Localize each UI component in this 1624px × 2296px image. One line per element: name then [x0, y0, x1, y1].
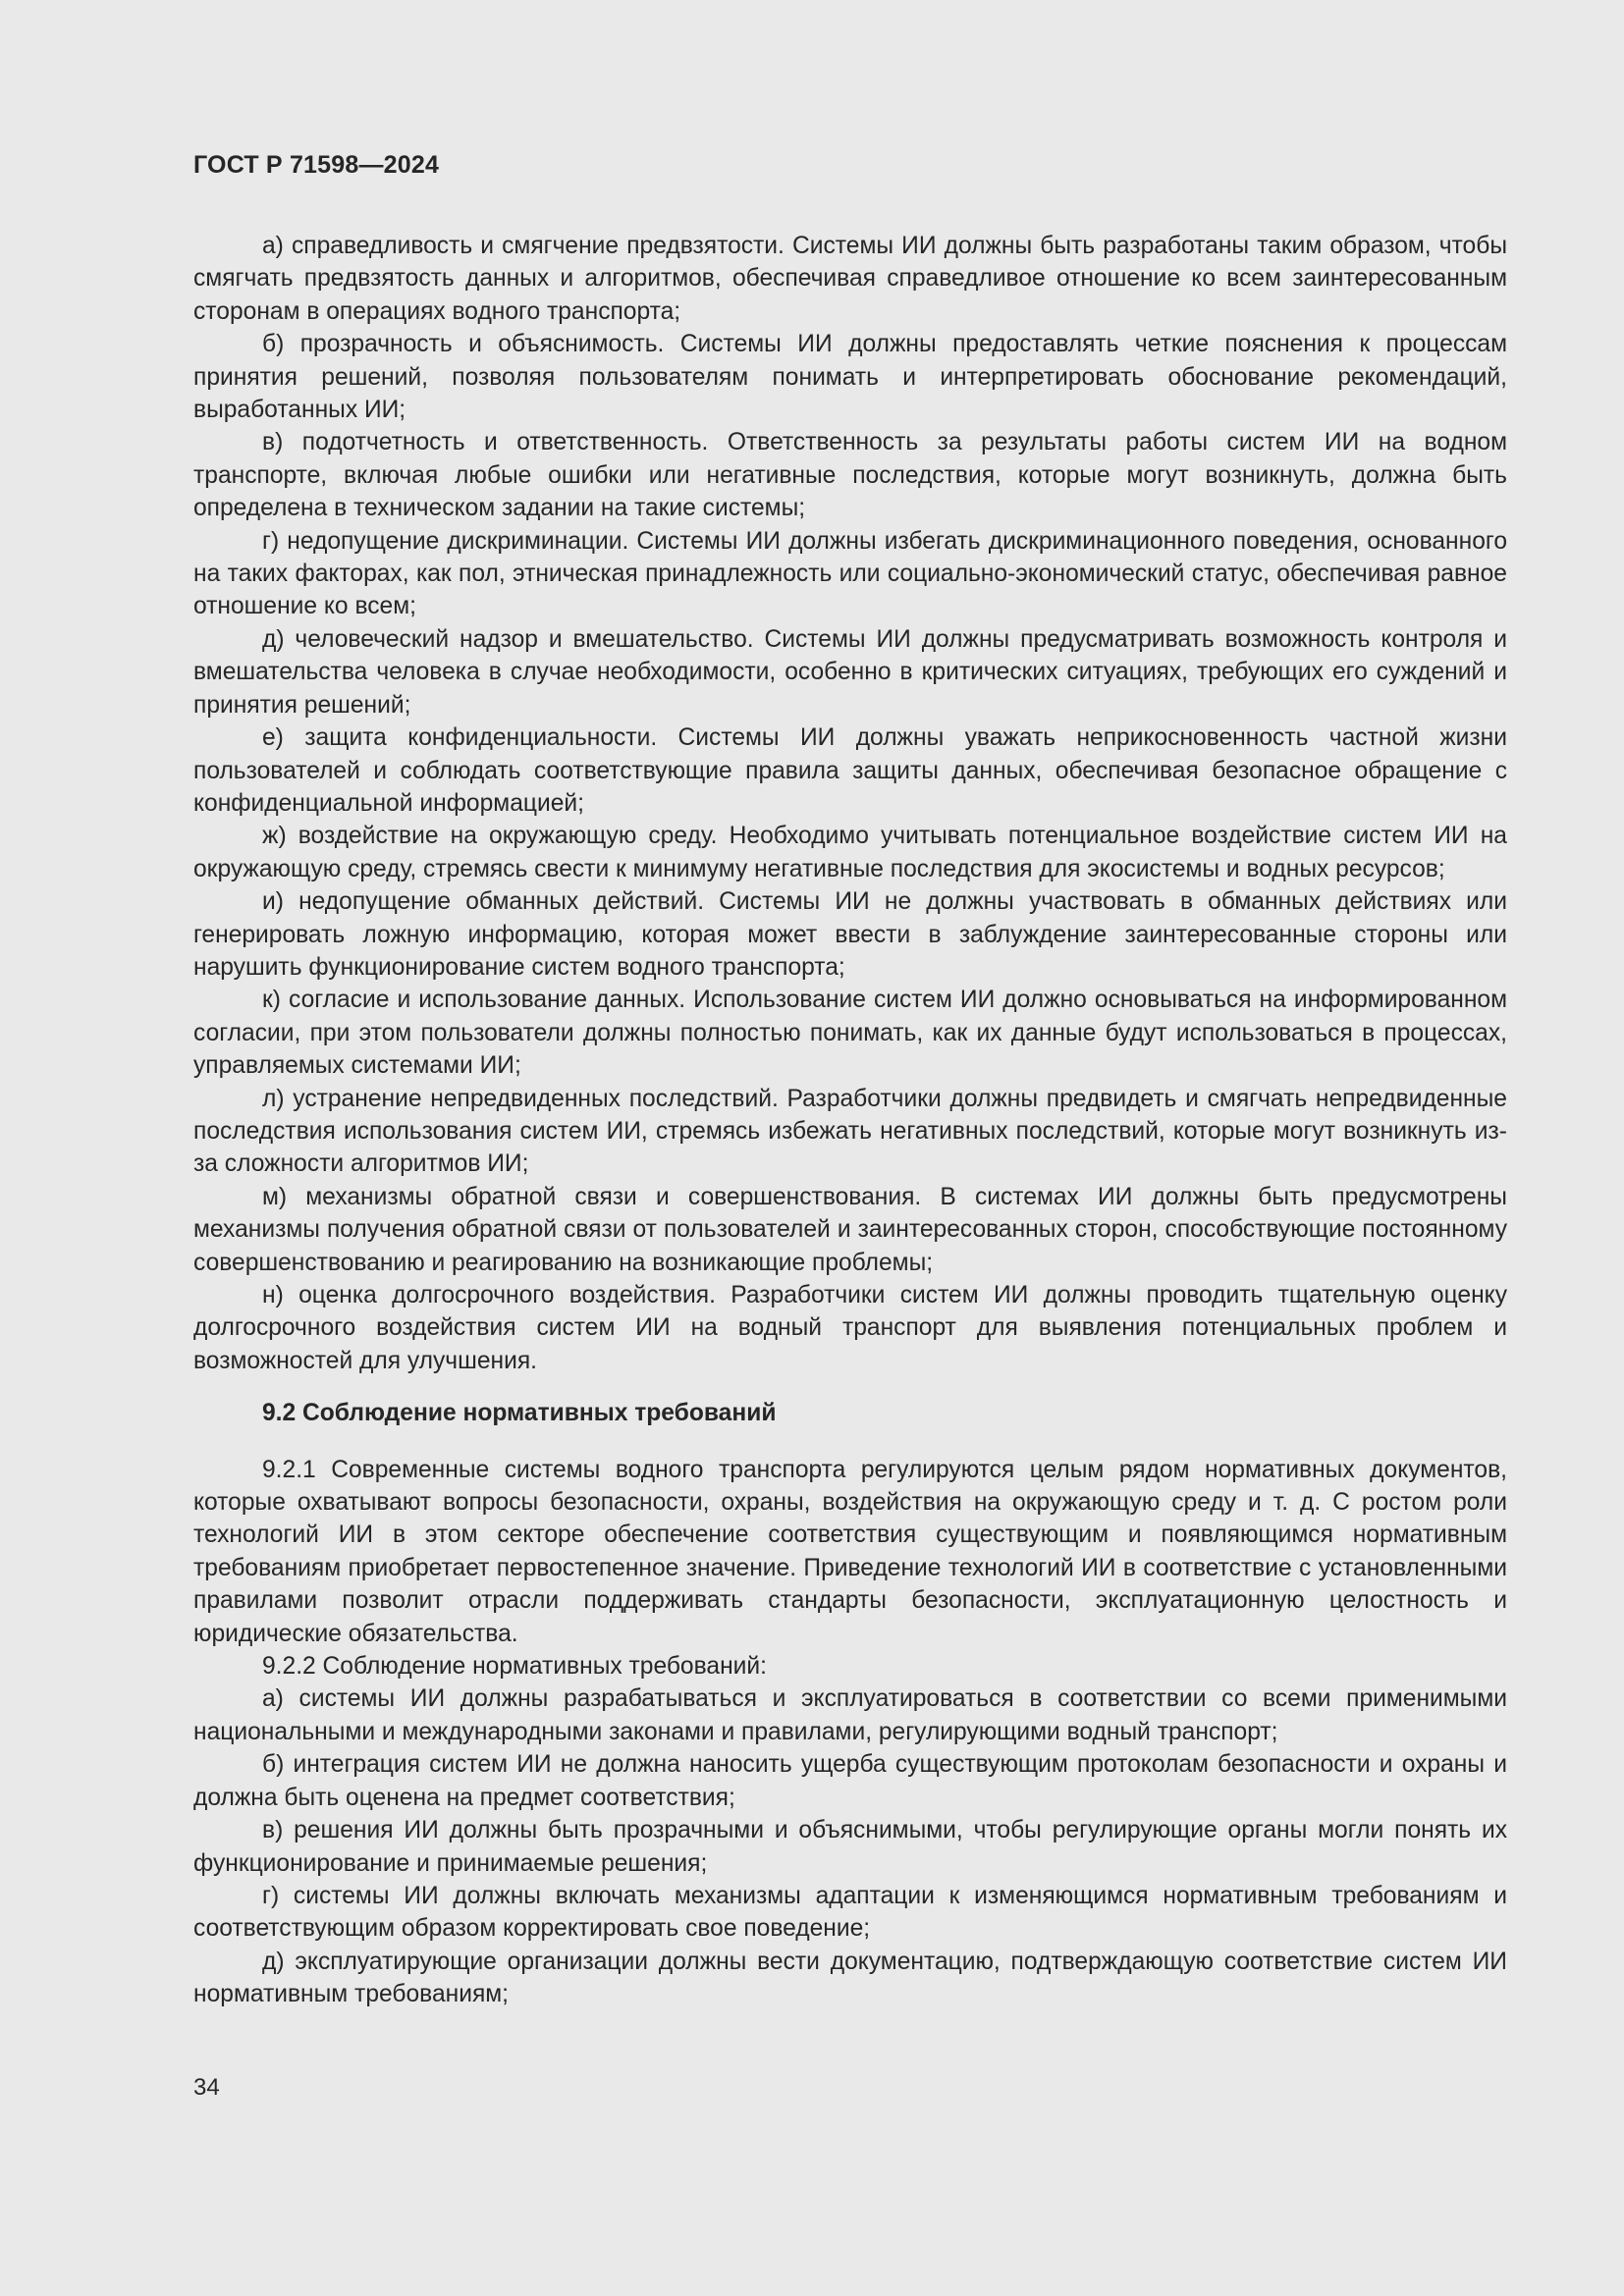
document-page — [193, 145, 1507, 2011]
page-number: 34 — [193, 2074, 220, 2101]
list-item: м) механизмы обратной связи и совершенствования. В системах ИИ должны быть предусмотрены механизмы получения обратной связи от пользователей и заинтересованных сторон, способствующие постоянному совершенствованию и реагированию на возникающие проблемы; — [193, 1183, 1507, 1276]
list-item: в) решения ИИ должны быть прозрачными и объяснимыми, чтобы регулирующие органы могли понять их функционирование и принимаемые решения; — [193, 1817, 1507, 1877]
list-item: б) интеграция систем ИИ не должна наносить ущерба существующим протоколам безопасности и охраны и должна быть оценена на предмет соответствия; — [193, 1751, 1507, 1811]
list-item: д) эксплуатирующие организации должны вести документацию, подтверждающую соответствие систем ИИ нормативным требованиям; — [193, 1948, 1507, 2008]
list-item: н) оценка долгосрочного воздействия. Разработчики систем ИИ должны проводить тщательную оценку долгосрочного воздействия систем ИИ на водный транспорт для выявления потенциальных проблем и возможностей для улучшения. — [193, 1282, 1507, 1374]
principles-list — [193, 230, 1507, 1377]
list-item: а) справедливость и смягчение предвзятости. Системы ИИ должны быть разработаны таким образом, чтобы смягчать предвзятость данных и алгоритмов, обеспечивая справедливое отношение ко всем заинтересованным сторонам в операциях водного транспорта; — [193, 233, 1507, 325]
document-code-header: ГОСТ Р 71598—2024 — [193, 151, 440, 179]
list-item: а) системы ИИ должны разрабатываться и эксплуатироваться в соответствии со всеми применимыми национальными и международными законами и правилами, регулирующими водный транспорт; — [193, 1685, 1507, 1745]
clause-9-2-2: 9.2.2 Соблюдение нормативных требований: — [262, 1653, 767, 1681]
section-heading: 9.2 Соблюдение нормативных требований — [262, 1400, 777, 1427]
list-item: д) человеческий надзор и вмешательство. Системы ИИ должны предусматривать возможность контроля и вмешательства человека в случае необходимости, особенно в критических ситуациях, требующих его суждений и принятия решений; — [193, 625, 1507, 719]
list-item: б) прозрачность и объяснимость. Системы ИИ должны предоставлять четкие пояснения к процессам принятия решений, позволяя пользователям понимать и интерпретировать обоснование рекомендаций, выработанных ИИ; — [193, 331, 1507, 424]
list-item: л) устранение непредвиденных последствий. Разработчики должны предвидеть и смягчать непредвиденные последствия использования систем ИИ, стремясь избежать негативных последствий, которые могут возникнуть из-за сложности алгоритмов ИИ; — [193, 1085, 1507, 1178]
list-item: к) согласие и использование данных. Использование систем ИИ должно основываться на информированном согласии, при этом пользователи должны полностью понимать, как их данные будут использоваться в процессах, управляемых системами ИИ; — [193, 987, 1507, 1080]
list-item: и) недопущение обманных действий. Системы ИИ не должны участвовать в обманных действиях или генерировать ложную информацию, которая может ввести в заблуждение заинтересованные стороны или нарушить функционирование систем водного транспорта; — [193, 888, 1507, 981]
clause-9-2-1: 9.2.1 Современные системы водного транспорта регулируются целым рядом нормативных документов, которые охватывают вопросы безопасности, охраны, воздействия на окружающую среду и т. д. С ростом роли технологий ИИ в этом секторе обеспечение соответствия существующим и появляющимся нормативным требованиям приобретает первостепенное значение. Приведение технологий ИИ в соответствие с установленными правилами позволит отрасли поддерживать стандарты безопасности, эксплуатационную целостность и юридические обязательства. — [193, 1456, 1507, 1647]
list-item: г) системы ИИ должны включать механизмы адаптации к изменяющимся нормативным требованиям и соответствующим образом корректировать свое поведение; — [193, 1882, 1507, 1943]
list-item: е) защита конфиденциальности. Системы ИИ должны уважать неприкосновенность частной жизни пользователей и соблюдать соответствующие правила защиты данных, обеспечивая безопасное обращение с конфиденциальной информацией; — [193, 724, 1507, 817]
list-item: в) подотчетность и ответственность. Ответственность за результаты работы систем ИИ на водном транспорте, включая любые ошибки или негативные последствия, которые могут возникнуть, должна быть определена в техническом задании на такие системы; — [193, 429, 1507, 522]
list-item: г) недопущение дискриминации. Системы ИИ должны избегать дискриминационного поведения, основанного на таких факторах, как пол, этническая принадлежность или социально-экономический статус, обеспечивая равное отношение ко всем; — [193, 527, 1507, 620]
list-item: ж) воздействие на окружающую среду. Необходимо учитывать потенциальное воздействие систем ИИ на окружающую среду, стремясь свести к минимуму негативные последствия для экосистемы и водных ресурсов; — [193, 823, 1507, 882]
regulatory-section — [193, 1454, 1507, 2011]
